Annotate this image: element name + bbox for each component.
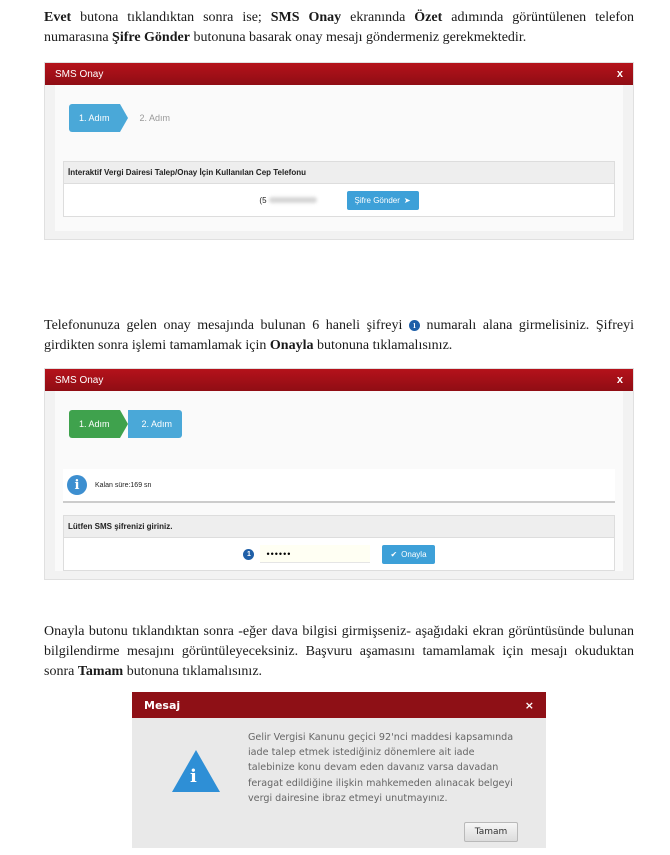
sms-panel bbox=[63, 515, 615, 571]
bold-term: SMS Onay bbox=[270, 10, 342, 25]
step-1: 1. Adım bbox=[69, 104, 120, 132]
text-run: butona tıklandıktan sonra ise; bbox=[71, 10, 271, 25]
bold-term: Onayla bbox=[269, 338, 314, 353]
step-arrow bbox=[120, 410, 128, 438]
dialog-header bbox=[45, 63, 633, 85]
onayla-button[interactable] bbox=[382, 545, 434, 564]
sifre-gonder-button[interactable] bbox=[347, 191, 419, 210]
number-one-marker-icon: 1 bbox=[243, 549, 254, 560]
send-icon: ➤ bbox=[403, 195, 411, 205]
sms-onay-dialog-step2 bbox=[44, 368, 634, 580]
text-run: butonuna tıklamalısınız. bbox=[123, 664, 263, 679]
dialog-title: Mesaj bbox=[144, 698, 181, 712]
sms-onay-dialog-step1 bbox=[44, 62, 634, 240]
info-icon: i bbox=[67, 475, 87, 495]
number-one-marker-icon: 1 bbox=[409, 320, 420, 331]
close-icon[interactable]: x bbox=[616, 374, 623, 386]
text-run: butonuna basarak onay mesajı göndermeniz gerekmektedir. bbox=[189, 30, 527, 45]
text-run: butonuna tıklamalısınız. bbox=[313, 338, 453, 353]
info-letter: i bbox=[190, 766, 197, 787]
dialog-title: SMS Onay bbox=[55, 374, 104, 386]
panel-title: Lütfen SMS şifrenizi giriniz. bbox=[64, 516, 614, 538]
bold-term: Şifre Gönder bbox=[112, 30, 190, 45]
panel-title: İnteraktif Vergi Dairesi Talep/Onay İçin Kullanılan Cep Telefonu bbox=[64, 162, 614, 184]
instruction-paragraph-1 bbox=[44, 8, 634, 48]
close-icon[interactable]: x bbox=[616, 68, 623, 80]
step-indicator bbox=[69, 101, 615, 135]
bold-term: Özet bbox=[414, 10, 443, 25]
phone-row bbox=[64, 184, 614, 216]
bold-term: Tamam bbox=[77, 664, 124, 679]
dialog-header bbox=[45, 369, 633, 391]
dialog-title: SMS Onay bbox=[55, 68, 104, 80]
instruction-paragraph-2 bbox=[44, 316, 634, 356]
check-icon: ✔ bbox=[390, 549, 398, 559]
phone-number: (5 bbox=[259, 196, 316, 205]
step-indicator bbox=[69, 407, 615, 441]
dialog-header bbox=[132, 692, 546, 718]
sms-password-input[interactable] bbox=[260, 545, 370, 563]
text-run: ekranında bbox=[341, 10, 415, 25]
phone-panel bbox=[63, 161, 615, 217]
blurred-number bbox=[269, 197, 317, 203]
remaining-time: Kalan süre:169 sn bbox=[95, 481, 152, 489]
mesaj-dialog bbox=[132, 692, 546, 848]
message-text: Gelir Vergisi Kanunu geçici 92'nci maddesi kapsamında iade talep etmek istediğiniz dönemlere ait iade talebinize konu devam eden davanız varsa davadan feragat edildiğine ilişkin mahkemeden alınacak belgeyi vergi dairesine ibraz etmeyi unutmayınız. bbox=[248, 732, 514, 804]
close-icon[interactable]: × bbox=[524, 698, 534, 712]
sms-row bbox=[64, 538, 614, 570]
text-run: Telefonunuza gelen onay mesajında bulunan 6 haneli şifreyi bbox=[44, 318, 409, 333]
step-arrow bbox=[120, 104, 128, 132]
button-label: Onayla bbox=[401, 549, 427, 559]
step-1: 1. Adım bbox=[69, 410, 120, 438]
step-2: 2. Adım bbox=[139, 113, 171, 123]
text-run: Onayla butonu tıklandıktan sonra -eğer dava bilgisi girmişseniz- aşağıdaki ekran görüntüsünde bulunan bilgilendirme mesajını görüntüleyeceksiniz. Başvuru aşamasını tamamlamak için mesajı okuduktan sonra bbox=[44, 624, 634, 679]
text-run: adımında görüntülenen telefon numarasına bbox=[44, 10, 634, 45]
bold-term: Evet bbox=[44, 10, 72, 25]
button-label: Şifre Gönder bbox=[354, 195, 400, 205]
timer-info bbox=[63, 469, 615, 503]
instruction-paragraph-3 bbox=[44, 622, 634, 682]
text-run: numaralı alana girmelisiniz. Şifreyi girdikten sonra işlemi tamamlamak için bbox=[44, 318, 634, 353]
tamam-button[interactable]: Tamam bbox=[464, 822, 518, 842]
step-2: 2. Adım bbox=[128, 410, 183, 438]
